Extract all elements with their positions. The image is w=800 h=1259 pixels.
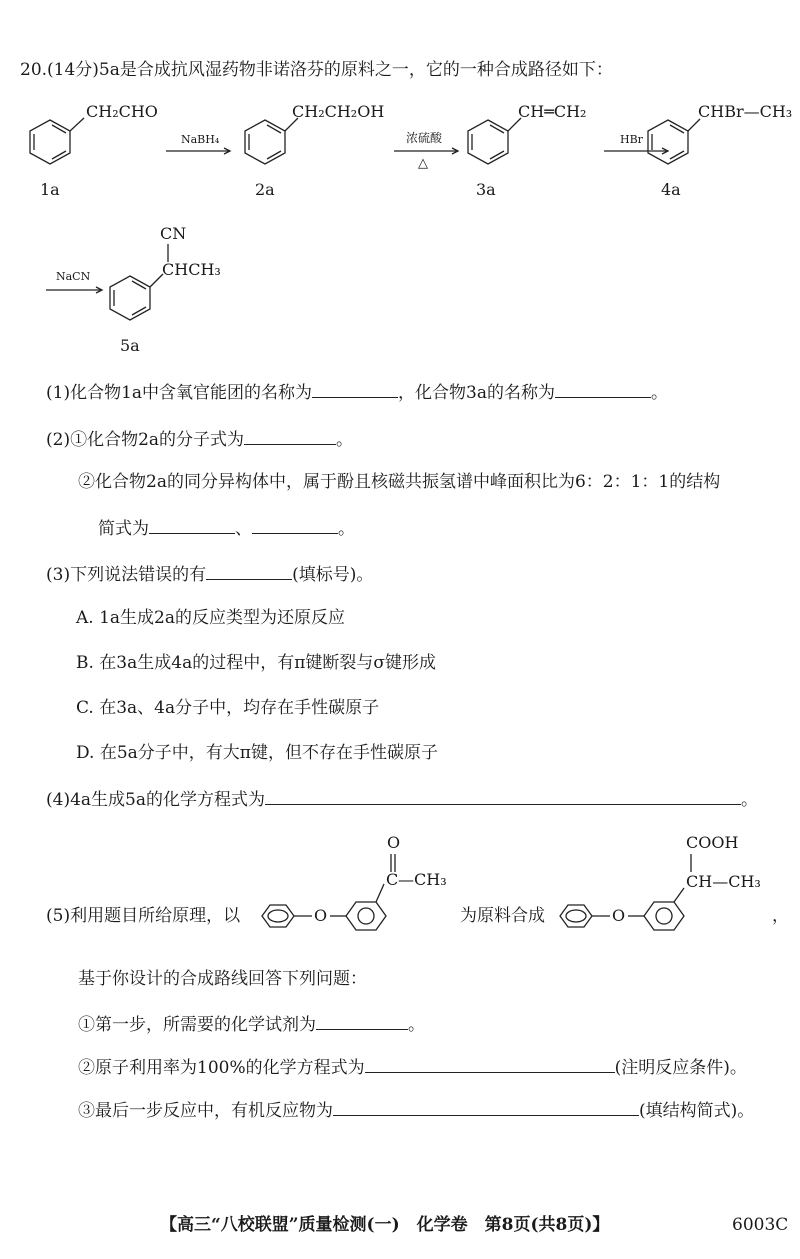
option-d: D. 在5a分子中，有大π键，但不存在手性碳原子 bbox=[76, 743, 438, 763]
part-5-2 bbox=[78, 1058, 747, 1077]
answer-blank-2a[interactable] bbox=[244, 430, 336, 445]
reagent-nabh4: NaBH₄ bbox=[181, 133, 220, 146]
ketone-methyl: —CH₃ bbox=[398, 870, 447, 889]
part-1-text-c: 。 bbox=[650, 383, 668, 403]
part-3-end: (填标号)。 bbox=[292, 565, 374, 585]
group-1a: CH₂CHO bbox=[86, 102, 158, 121]
part-2b: ②化合物2a的同分异构体中，属于酚且核磁共振氢谱中峰面积比为6：2：1：1的结构 bbox=[78, 472, 721, 492]
benzene-ring-1a bbox=[30, 118, 84, 164]
part-2c-sep: 、 bbox=[235, 519, 252, 539]
label-1a: 1a bbox=[40, 180, 60, 199]
acid-structure bbox=[560, 854, 691, 930]
ketone-structure bbox=[262, 854, 395, 930]
label-2a: 2a bbox=[255, 180, 275, 199]
part-5-text-c: ， bbox=[772, 906, 789, 926]
benzene-ring-5a bbox=[110, 244, 168, 320]
answer-blank-5-3[interactable] bbox=[333, 1101, 639, 1116]
part-5-1-text: ①第一步，所需要的化学试剂为 bbox=[78, 1015, 316, 1035]
answer-blank-5-1[interactable] bbox=[316, 1015, 408, 1030]
benzene-ring-2a bbox=[245, 118, 298, 164]
part-5-3-end: (填结构简式)。 bbox=[639, 1101, 755, 1121]
part-3-text: (3)下列说法错误的有 bbox=[46, 565, 207, 585]
part-2c-end: 。 bbox=[338, 519, 355, 539]
answer-blank-1a[interactable] bbox=[312, 383, 398, 398]
option-a: A. 1a生成2a的反应类型为还原反应 bbox=[76, 608, 345, 628]
answer-blank-4[interactable] bbox=[265, 790, 741, 805]
ketone-oxygen: O bbox=[387, 833, 401, 852]
ketone-ether-o: O bbox=[314, 906, 328, 925]
group-2a: CH₂CH₂OH bbox=[292, 102, 385, 121]
group-5a: CHCH₃ bbox=[162, 260, 221, 279]
part-5-3-text: ③最后一步反应中，有机反应物为 bbox=[78, 1101, 333, 1121]
acid-ether-o: O bbox=[612, 906, 626, 925]
reagent-heat: △ bbox=[418, 156, 428, 171]
acid-cooh: COOH bbox=[686, 833, 739, 852]
ketone-carbon: C bbox=[386, 870, 399, 889]
part-5-3 bbox=[78, 1101, 754, 1120]
part-2a-text: (2)①化合物2a的分子式为 bbox=[46, 430, 245, 450]
option-b: B. 在3a生成4a的过程中，有π键断裂与σ键形成 bbox=[76, 653, 436, 673]
answer-blank-5-2[interactable] bbox=[365, 1058, 615, 1073]
part-1-text-b: ，化合物3a的名称为 bbox=[398, 383, 555, 403]
answer-blank-2b[interactable] bbox=[149, 519, 235, 534]
option-c: C. 在3a、4a分子中，均存在手性碳原子 bbox=[76, 698, 380, 718]
part-4-end: 。 bbox=[740, 790, 758, 810]
part-2c-text: 简式为 bbox=[98, 519, 149, 539]
part-4 bbox=[46, 790, 758, 809]
part-5-1 bbox=[78, 1015, 425, 1034]
page-footer: 【高三“八校联盟”质量检测(一) 化学卷 第8页(共8页)】 bbox=[160, 1215, 610, 1235]
group-5a-cn: CN bbox=[160, 224, 187, 243]
part-2a-end: 。 bbox=[336, 430, 354, 450]
part-1 bbox=[46, 383, 668, 402]
benzene-ring-3a bbox=[468, 118, 521, 164]
part-5-2-end: (注明反应条件)。 bbox=[614, 1058, 747, 1078]
part-2c bbox=[98, 519, 355, 538]
acid-ch: CH—CH₃ bbox=[686, 872, 761, 891]
paper-code: 6003C bbox=[732, 1215, 789, 1235]
part-5-subheading: 基于你设计的合成路线回答下列问题： bbox=[78, 969, 367, 989]
part-5-1-end: 。 bbox=[408, 1015, 425, 1035]
part-1-text-a: (1)化合物1a中含氧官能团的名称为 bbox=[46, 383, 313, 403]
part-2a bbox=[46, 430, 353, 449]
benzene-ring-4a bbox=[648, 119, 700, 164]
part-5-2-text: ②原子利用率为100%的化学方程式为 bbox=[78, 1058, 365, 1078]
part-5-text-a: (5)利用题目所给原理，以 bbox=[46, 906, 241, 926]
part-3 bbox=[46, 565, 373, 584]
answer-blank-2c[interactable] bbox=[252, 519, 338, 534]
part-5-text-b: 为原料合成 bbox=[460, 906, 545, 926]
group-3a: CH═CH₂ bbox=[518, 102, 587, 121]
label-3a: 3a bbox=[476, 180, 496, 199]
reagent-h2so4: 浓硫酸 bbox=[406, 131, 443, 145]
answer-blank-3[interactable] bbox=[206, 565, 292, 580]
reagent-nacn: NaCN bbox=[56, 270, 91, 283]
part-4-text: (4)4a生成5a的化学方程式为 bbox=[46, 790, 265, 810]
label-4a: 4a bbox=[661, 180, 681, 199]
label-5a: 5a bbox=[120, 336, 140, 355]
answer-blank-1b[interactable] bbox=[555, 383, 651, 398]
reagent-hbr: HBr bbox=[620, 133, 643, 146]
question-header: 20.(14分)5a是合成抗风湿药物非诺洛芬的原料之一，它的一种合成路径如下： bbox=[20, 60, 613, 80]
group-4a: CHBr—CH₃ bbox=[698, 102, 793, 121]
